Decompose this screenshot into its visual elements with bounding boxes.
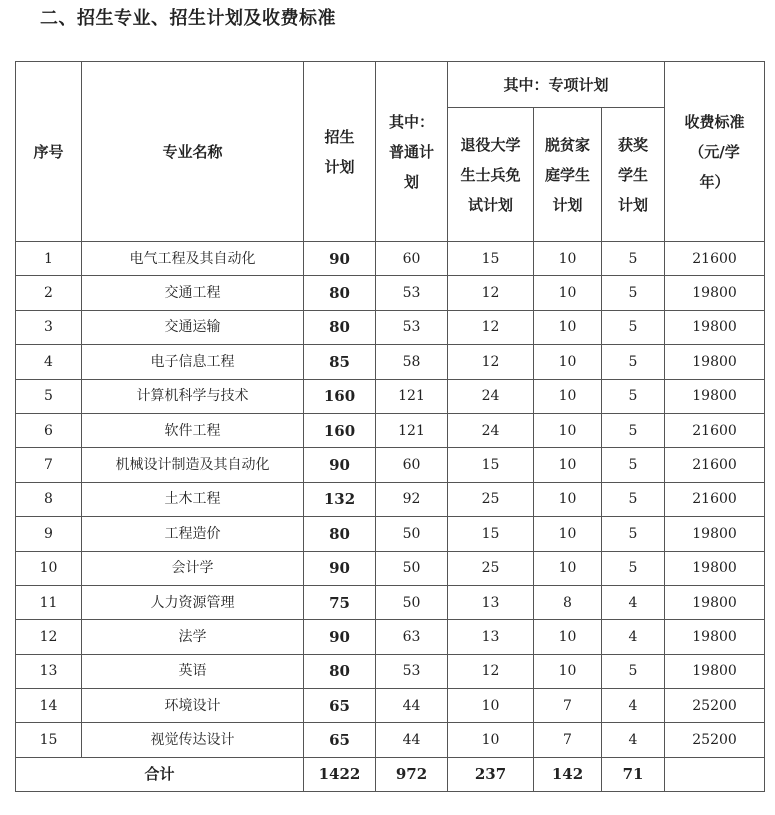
cell-veterans: 10 (448, 723, 534, 757)
cell-major: 环境设计 (82, 689, 304, 723)
table-row (16, 345, 765, 379)
header-regular: 其中： 普通计 划 (376, 62, 448, 242)
cell-veterans: 12 (448, 345, 534, 379)
cell-major: 英语 (82, 654, 304, 688)
table-row (16, 413, 765, 447)
cell-veterans: 15 (448, 242, 534, 276)
cell-major: 交通工程 (82, 276, 304, 310)
cell-regular: 50 (376, 551, 448, 585)
table-row (16, 620, 765, 654)
cell-poverty: 10 (534, 345, 602, 379)
total-regular: 972 (376, 757, 448, 791)
cell-plan: 132 (304, 482, 376, 516)
cell-veterans: 13 (448, 620, 534, 654)
header-seq: 序号 (16, 62, 82, 242)
cell-regular: 53 (376, 654, 448, 688)
cell-regular: 60 (376, 448, 448, 482)
cell-plan: 65 (304, 723, 376, 757)
cell-seq: 4 (16, 345, 82, 379)
table-row (16, 379, 765, 413)
cell-fee: 21600 (665, 413, 765, 447)
cell-regular: 92 (376, 482, 448, 516)
cell-fee: 19800 (665, 620, 765, 654)
total-row (16, 757, 765, 791)
cell-veterans: 12 (448, 276, 534, 310)
table-row (16, 689, 765, 723)
cell-major: 计算机科学与技术 (82, 379, 304, 413)
cell-fee: 25200 (665, 723, 765, 757)
header-award: 获奖 学生 计划 (602, 108, 665, 242)
cell-plan: 80 (304, 654, 376, 688)
cell-fee: 19800 (665, 310, 765, 344)
cell-seq: 3 (16, 310, 82, 344)
cell-award: 5 (602, 517, 665, 551)
cell-veterans: 12 (448, 310, 534, 344)
cell-plan: 90 (304, 448, 376, 482)
cell-regular: 50 (376, 517, 448, 551)
cell-fee: 19800 (665, 276, 765, 310)
cell-seq: 9 (16, 517, 82, 551)
cell-fee: 19800 (665, 345, 765, 379)
total-poverty: 142 (534, 757, 602, 791)
header-poverty: 脱贫家 庭学生 计划 (534, 108, 602, 242)
table-row (16, 654, 765, 688)
cell-seq: 5 (16, 379, 82, 413)
cell-veterans: 12 (448, 654, 534, 688)
cell-poverty: 10 (534, 242, 602, 276)
table-row (16, 585, 765, 619)
cell-poverty: 10 (534, 379, 602, 413)
cell-fee: 25200 (665, 689, 765, 723)
cell-poverty: 10 (534, 276, 602, 310)
cell-regular: 44 (376, 723, 448, 757)
table-row (16, 448, 765, 482)
cell-plan: 80 (304, 276, 376, 310)
cell-seq: 2 (16, 276, 82, 310)
enrollment-table (15, 61, 765, 792)
section-heading: 二、招生专业、招生计划及收费标准 (40, 8, 336, 29)
cell-poverty: 10 (534, 654, 602, 688)
cell-seq: 8 (16, 482, 82, 516)
cell-fee: 19800 (665, 585, 765, 619)
cell-veterans: 10 (448, 689, 534, 723)
cell-award: 5 (602, 551, 665, 585)
cell-plan: 160 (304, 379, 376, 413)
cell-major: 电气工程及其自动化 (82, 242, 304, 276)
header-major: 专业名称 (82, 62, 304, 242)
cell-award: 4 (602, 585, 665, 619)
cell-plan: 160 (304, 413, 376, 447)
cell-seq: 14 (16, 689, 82, 723)
cell-poverty: 7 (534, 723, 602, 757)
table-row (16, 517, 765, 551)
total-label: 合计 (16, 757, 304, 791)
cell-veterans: 15 (448, 448, 534, 482)
cell-fee: 21600 (665, 448, 765, 482)
cell-award: 4 (602, 689, 665, 723)
total-award: 71 (602, 757, 665, 791)
cell-major: 工程造价 (82, 517, 304, 551)
cell-award: 5 (602, 448, 665, 482)
cell-seq: 11 (16, 585, 82, 619)
table-row (16, 242, 765, 276)
table-row (16, 276, 765, 310)
cell-plan: 90 (304, 620, 376, 654)
cell-major: 法学 (82, 620, 304, 654)
cell-poverty: 10 (534, 620, 602, 654)
cell-seq: 10 (16, 551, 82, 585)
cell-fee: 21600 (665, 242, 765, 276)
cell-fee: 19800 (665, 654, 765, 688)
cell-plan: 80 (304, 310, 376, 344)
cell-seq: 12 (16, 620, 82, 654)
cell-plan: 90 (304, 551, 376, 585)
cell-regular: 121 (376, 379, 448, 413)
cell-award: 5 (602, 482, 665, 516)
cell-major: 电子信息工程 (82, 345, 304, 379)
cell-plan: 75 (304, 585, 376, 619)
cell-award: 5 (602, 310, 665, 344)
total-veterans: 237 (448, 757, 534, 791)
cell-veterans: 24 (448, 379, 534, 413)
cell-award: 5 (602, 345, 665, 379)
cell-award: 4 (602, 620, 665, 654)
cell-plan: 80 (304, 517, 376, 551)
total-plan: 1422 (304, 757, 376, 791)
header-veterans: 退役大学 生士兵免 试计划 (448, 108, 534, 242)
cell-seq: 15 (16, 723, 82, 757)
cell-regular: 58 (376, 345, 448, 379)
cell-plan: 85 (304, 345, 376, 379)
cell-major: 土木工程 (82, 482, 304, 516)
cell-seq: 1 (16, 242, 82, 276)
cell-veterans: 15 (448, 517, 534, 551)
cell-regular: 53 (376, 276, 448, 310)
cell-major: 交通运输 (82, 310, 304, 344)
cell-award: 5 (602, 276, 665, 310)
cell-regular: 50 (376, 585, 448, 619)
cell-major: 会计学 (82, 551, 304, 585)
cell-poverty: 10 (534, 482, 602, 516)
cell-poverty: 10 (534, 551, 602, 585)
cell-major: 软件工程 (82, 413, 304, 447)
cell-poverty: 8 (534, 585, 602, 619)
cell-major: 视觉传达设计 (82, 723, 304, 757)
cell-award: 5 (602, 379, 665, 413)
cell-fee: 19800 (665, 551, 765, 585)
cell-fee: 19800 (665, 379, 765, 413)
cell-veterans: 25 (448, 482, 534, 516)
cell-poverty: 10 (534, 413, 602, 447)
table-row (16, 723, 765, 757)
cell-award: 4 (602, 723, 665, 757)
cell-seq: 6 (16, 413, 82, 447)
cell-veterans: 24 (448, 413, 534, 447)
cell-regular: 63 (376, 620, 448, 654)
cell-award: 5 (602, 413, 665, 447)
cell-major: 人力资源管理 (82, 585, 304, 619)
table-row (16, 551, 765, 585)
cell-award: 5 (602, 242, 665, 276)
cell-veterans: 13 (448, 585, 534, 619)
header-fee: 收费标准 （元/学 年） (665, 62, 765, 242)
header-plan: 招生 计划 (304, 62, 376, 242)
cell-regular: 44 (376, 689, 448, 723)
cell-fee: 21600 (665, 482, 765, 516)
cell-seq: 7 (16, 448, 82, 482)
cell-regular: 121 (376, 413, 448, 447)
cell-fee: 19800 (665, 517, 765, 551)
cell-award: 5 (602, 654, 665, 688)
cell-regular: 60 (376, 242, 448, 276)
cell-seq: 13 (16, 654, 82, 688)
cell-poverty: 10 (534, 517, 602, 551)
table-row (16, 482, 765, 516)
cell-plan: 65 (304, 689, 376, 723)
cell-plan: 90 (304, 242, 376, 276)
cell-regular: 53 (376, 310, 448, 344)
cell-veterans: 25 (448, 551, 534, 585)
cell-poverty: 10 (534, 310, 602, 344)
header-special-group: 其中：专项计划 (448, 62, 665, 108)
total-fee (665, 757, 765, 791)
cell-poverty: 7 (534, 689, 602, 723)
cell-poverty: 10 (534, 448, 602, 482)
cell-major: 机械设计制造及其自动化 (82, 448, 304, 482)
table-row (16, 310, 765, 344)
